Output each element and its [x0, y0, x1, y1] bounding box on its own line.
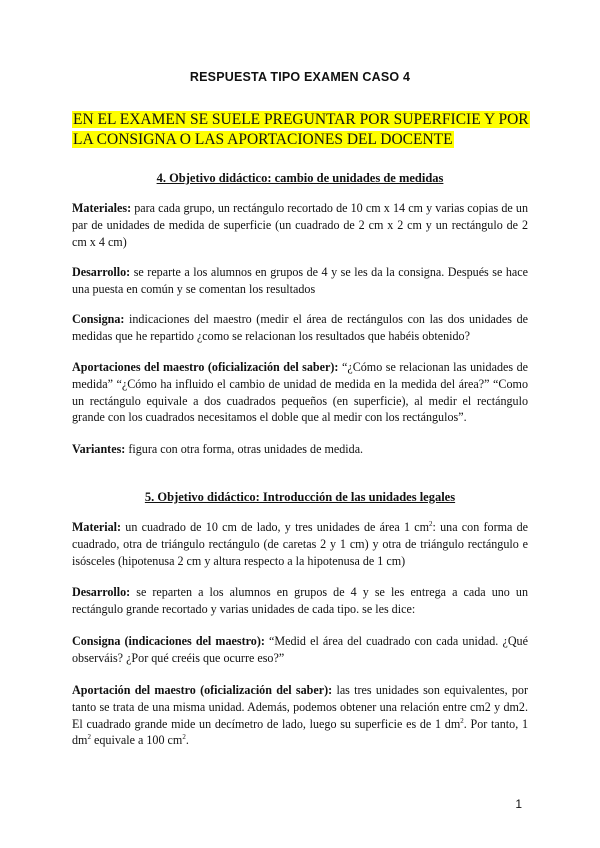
- aportacion-text-part: .: [185, 733, 189, 748]
- variantes-text: figura con otra forma, otras unidades de medida.: [128, 442, 364, 456]
- material-text-part: : una con forma de cuadrado, otra de triángulo rectángulo (de caretas 2 y 1 cm) y otra de triángulo rectángulo e isósceles (hipotenusa 2 cm y altura respecto a la hipotenusa de 1 cm): [72, 520, 529, 568]
- section-4-variantes: [72, 441, 528, 458]
- desarrollo-text: se reparte a los alumnos en grupos de 4 y se les da la consigna. Después se hace una puesta en común y se comentan los resultados: [72, 265, 528, 296]
- material-label: Material:: [72, 520, 122, 534]
- section-5-desarrollo: [72, 584, 528, 618]
- consigna-text: “Medid el área del cuadrado con cada unidad. ¿Qué observáis? ¿Por qué creéis que ocurre eso?”: [72, 634, 528, 665]
- section-5-heading: 5. Objetivo didáctico: Introducción de las unidades legales: [144, 490, 456, 504]
- squared-superscript: 2: [182, 733, 186, 742]
- aportaciones-text: “¿Cómo se relacionan las unidades de medida” “¿Cómo ha influido el cambio de unidad de medida en la medida del área?” “Como un rectángulo equivale a dos cuadrados pequeños (en superficie), al medir el rectángulo grande con los cuadrados necesitamos el doble que al medir con los rectángulos”.: [72, 360, 528, 425]
- aportacion-text-part: equivale a 100 cm: [90, 733, 183, 748]
- consigna-label: Consigna:: [72, 312, 125, 326]
- materiales-text: para cada grupo, un rectángulo recortado de 10 cm x 14 cm y varias copias de un par de unidades de medida de superficie (un cuadrado de 2 cm x 2 cm y un rectángulo de 2 cm x 4 cm): [72, 201, 528, 249]
- section-5-aportacion: [72, 682, 528, 749]
- material-text-part: un cuadrado de 10 cm de lado, y tres unidades de área 1 cm: [125, 520, 430, 534]
- aportaciones-label: Aportaciones del maestro (oficialización del saber):: [72, 360, 339, 374]
- desarrollo-label: Desarrollo:: [72, 585, 131, 599]
- squared-superscript: 2: [429, 519, 433, 528]
- materiales-label: Materiales:: [72, 201, 132, 215]
- section-4-consigna: [72, 311, 528, 345]
- exam-notice: [72, 110, 532, 150]
- section-5-material: [72, 519, 528, 569]
- consigna-label: Consigna (indicaciones del maestro):: [72, 634, 265, 648]
- page-number: 1: [515, 797, 522, 811]
- squared-superscript: 2: [87, 733, 91, 742]
- aportacion-text-part: . Por tanto, 1 dm: [72, 716, 528, 748]
- desarrollo-label: Desarrollo:: [72, 265, 131, 279]
- consigna-text: indicaciones del maestro (medir el área de rectángulos con las dos unidades de medidas que he repartido ¿como se relacionan los resultados que habéis obtenido?: [72, 312, 528, 343]
- aportacion-label: Aportación del maestro (oficialización del saber):: [72, 683, 333, 697]
- desarrollo-text: se reparten a los alumnos en grupos de 4 y se les entrega a cada uno un rectángulo grande recortado y varias unidades de cada tipo. se les dice:: [72, 585, 528, 616]
- document-title: RESPUESTA TIPO EXAMEN CASO 4: [189, 70, 411, 84]
- section-4-aportaciones: [72, 359, 528, 426]
- squared-superscript: 2: [460, 716, 464, 725]
- section-4-desarrollo: [72, 264, 528, 298]
- exam-notice-highlight: EN EL EXAMEN SE SUELE PREGUNTAR POR SUPERFICIE Y POR LA CONSIGNA O LAS APORTACIONES DEL DOCENTE: [73, 111, 529, 148]
- section-4-heading: 4. Objetivo didáctico: cambio de unidades de medidas: [156, 171, 444, 185]
- section-4-materiales: [72, 200, 528, 250]
- variantes-label: Variantes:: [72, 442, 126, 456]
- aportacion-text-part: las tres unidades son equivalentes, por tanto se trata de una misma unidad. Además, podemos obtener una relación entre cm2 y dm2. El cuadrado grande mide un decímetro de lado, luego su superficie es de 1 dm: [72, 683, 528, 731]
- section-5-consigna: [72, 633, 528, 667]
